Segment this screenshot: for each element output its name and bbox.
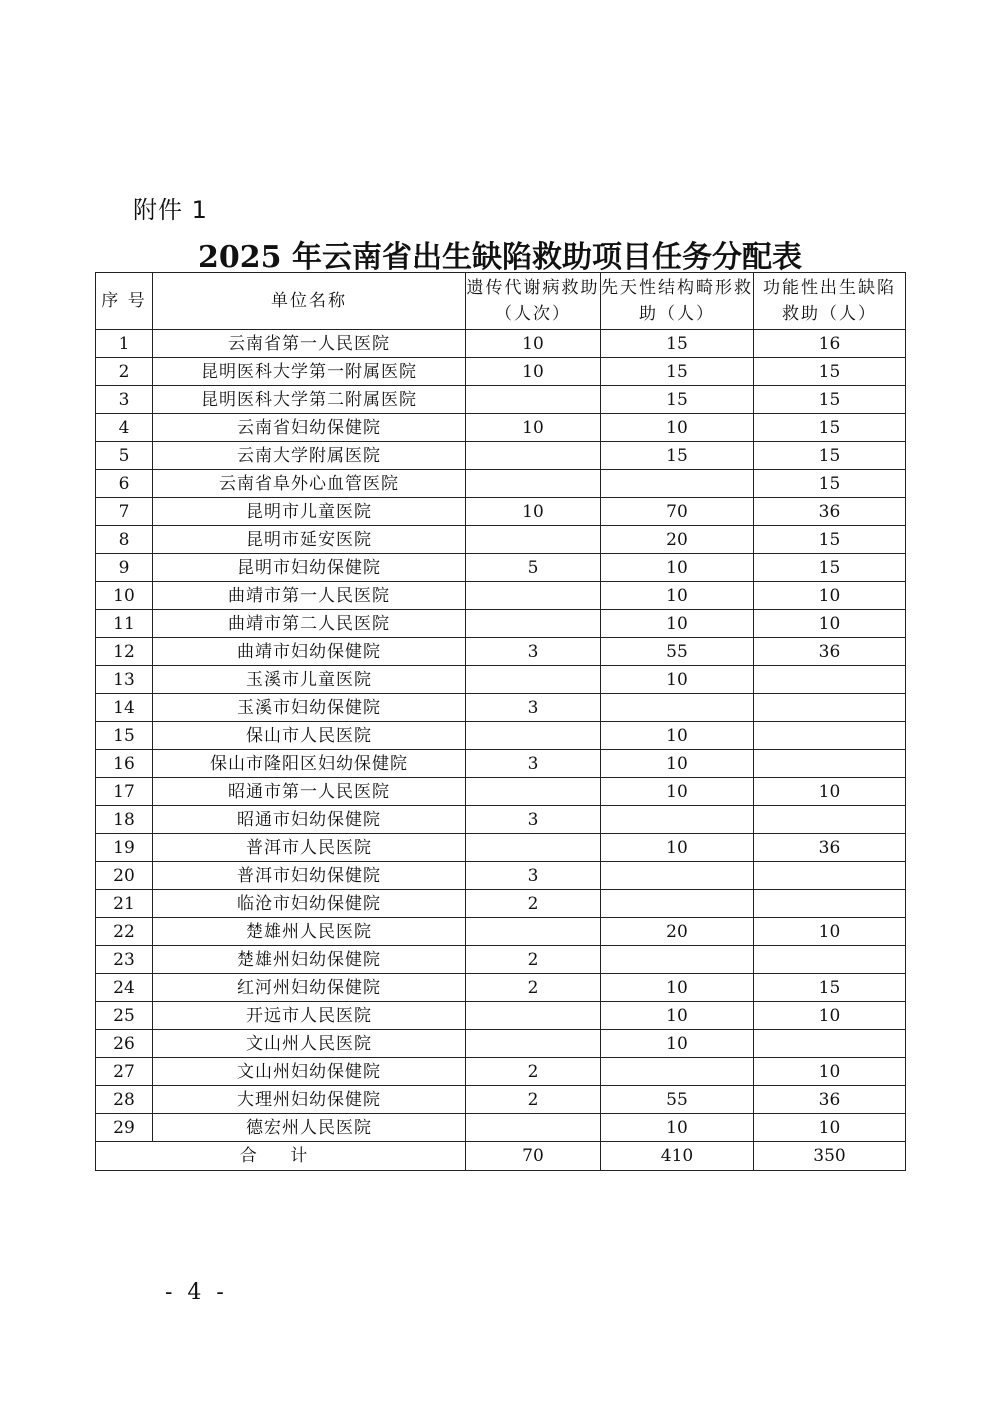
cell-unit: 云南省阜外心血管医院 (153, 470, 466, 498)
header-congenital: 先天性结构畸形救助（人） (601, 273, 754, 330)
cell-functional: 15 (754, 442, 906, 470)
cell-congenital (601, 862, 754, 890)
table-row (96, 946, 906, 974)
cell-seq: 26 (96, 1030, 153, 1058)
cell-functional: 15 (754, 974, 906, 1002)
cell-functional (754, 694, 906, 722)
table-body (96, 330, 906, 1142)
total-congenital: 410 (601, 1142, 754, 1171)
cell-congenital: 10 (601, 974, 754, 1002)
cell-metabolic: 2 (466, 974, 601, 1002)
cell-functional: 10 (754, 918, 906, 946)
cell-functional: 15 (754, 470, 906, 498)
cell-seq: 10 (96, 582, 153, 610)
cell-metabolic: 10 (466, 330, 601, 358)
cell-functional: 36 (754, 834, 906, 862)
attachment-label: 附件 1 (133, 196, 208, 224)
cell-seq: 7 (96, 498, 153, 526)
cell-functional: 36 (754, 1086, 906, 1114)
cell-functional: 10 (754, 1114, 906, 1142)
cell-metabolic: 3 (466, 694, 601, 722)
cell-seq: 27 (96, 1058, 153, 1086)
table-row (96, 834, 906, 862)
cell-metabolic (466, 582, 601, 610)
cell-unit: 临沧市妇幼保健院 (153, 890, 466, 918)
cell-metabolic (466, 834, 601, 862)
cell-unit: 大理州妇幼保健院 (153, 1086, 466, 1114)
total-metabolic: 70 (466, 1142, 601, 1171)
cell-congenital: 10 (601, 610, 754, 638)
cell-functional (754, 946, 906, 974)
table-row (96, 1002, 906, 1030)
cell-functional: 16 (754, 330, 906, 358)
table-row (96, 862, 906, 890)
cell-unit: 昆明市延安医院 (153, 526, 466, 554)
cell-metabolic: 10 (466, 358, 601, 386)
cell-unit: 文山州人民医院 (153, 1030, 466, 1058)
table-row (96, 582, 906, 610)
table-row (96, 890, 906, 918)
table-row (96, 750, 906, 778)
cell-seq: 24 (96, 974, 153, 1002)
cell-congenital: 10 (601, 1030, 754, 1058)
cell-unit: 曲靖市第一人民医院 (153, 582, 466, 610)
cell-congenital (601, 806, 754, 834)
table-row (96, 638, 906, 666)
table-total (96, 1142, 906, 1171)
cell-metabolic (466, 442, 601, 470)
cell-unit: 云南省第一人民医院 (153, 330, 466, 358)
cell-functional: 10 (754, 1058, 906, 1086)
cell-congenital (601, 694, 754, 722)
cell-metabolic: 3 (466, 806, 601, 834)
cell-unit: 楚雄州妇幼保健院 (153, 946, 466, 974)
cell-metabolic (466, 1002, 601, 1030)
table-row (96, 386, 906, 414)
cell-metabolic: 3 (466, 750, 601, 778)
cell-metabolic: 10 (466, 414, 601, 442)
total-functional: 350 (754, 1142, 906, 1171)
total-row (96, 1142, 906, 1171)
table-row (96, 526, 906, 554)
cell-seq: 18 (96, 806, 153, 834)
table-row (96, 1086, 906, 1114)
cell-seq: 9 (96, 554, 153, 582)
cell-metabolic (466, 778, 601, 806)
cell-metabolic (466, 1114, 601, 1142)
cell-seq: 29 (96, 1114, 153, 1142)
cell-unit: 红河州妇幼保健院 (153, 974, 466, 1002)
cell-congenital (601, 470, 754, 498)
cell-congenital: 70 (601, 498, 754, 526)
cell-unit: 开远市人民医院 (153, 1002, 466, 1030)
cell-seq: 1 (96, 330, 153, 358)
table-row (96, 806, 906, 834)
table-row (96, 414, 906, 442)
table-row (96, 778, 906, 806)
cell-seq: 16 (96, 750, 153, 778)
cell-functional: 10 (754, 610, 906, 638)
cell-congenital: 10 (601, 414, 754, 442)
cell-unit: 曲靖市第二人民医院 (153, 610, 466, 638)
table-header (96, 273, 906, 330)
cell-congenital: 15 (601, 386, 754, 414)
cell-unit: 昆明医科大学第一附属医院 (153, 358, 466, 386)
cell-congenital: 10 (601, 1002, 754, 1030)
cell-congenital: 55 (601, 1086, 754, 1114)
cell-metabolic (466, 526, 601, 554)
cell-seq: 5 (96, 442, 153, 470)
cell-metabolic: 3 (466, 862, 601, 890)
table-row (96, 1114, 906, 1142)
cell-metabolic (466, 666, 601, 694)
page-number: - 4 - (165, 1280, 228, 1305)
cell-metabolic (466, 386, 601, 414)
cell-congenital: 10 (601, 554, 754, 582)
cell-seq: 2 (96, 358, 153, 386)
cell-seq: 13 (96, 666, 153, 694)
cell-metabolic: 2 (466, 1058, 601, 1086)
header-seq: 序 号 (96, 273, 153, 330)
cell-congenital: 10 (601, 834, 754, 862)
cell-seq: 12 (96, 638, 153, 666)
cell-seq: 23 (96, 946, 153, 974)
cell-functional (754, 890, 906, 918)
cell-functional: 15 (754, 358, 906, 386)
table-row (96, 610, 906, 638)
cell-congenital: 10 (601, 722, 754, 750)
cell-metabolic: 5 (466, 554, 601, 582)
cell-metabolic: 2 (466, 1086, 601, 1114)
cell-unit: 昭通市第一人民医院 (153, 778, 466, 806)
cell-unit: 普洱市人民医院 (153, 834, 466, 862)
cell-congenital: 10 (601, 778, 754, 806)
cell-unit: 普洱市妇幼保健院 (153, 862, 466, 890)
cell-unit: 保山市隆阳区妇幼保健院 (153, 750, 466, 778)
cell-metabolic: 2 (466, 890, 601, 918)
cell-seq: 17 (96, 778, 153, 806)
cell-metabolic: 3 (466, 638, 601, 666)
cell-unit: 昭通市妇幼保健院 (153, 806, 466, 834)
cell-functional: 15 (754, 526, 906, 554)
cell-metabolic (466, 722, 601, 750)
cell-seq: 8 (96, 526, 153, 554)
cell-seq: 20 (96, 862, 153, 890)
cell-congenital (601, 890, 754, 918)
cell-congenital: 15 (601, 442, 754, 470)
cell-unit: 玉溪市儿童医院 (153, 666, 466, 694)
cell-congenital: 20 (601, 526, 754, 554)
cell-seq: 4 (96, 414, 153, 442)
table-row (96, 974, 906, 1002)
cell-seq: 15 (96, 722, 153, 750)
cell-functional: 15 (754, 386, 906, 414)
cell-unit: 保山市人民医院 (153, 722, 466, 750)
table-row (96, 1058, 906, 1086)
cell-unit: 云南大学附属医院 (153, 442, 466, 470)
cell-congenital: 10 (601, 582, 754, 610)
cell-metabolic (466, 918, 601, 946)
cell-congenital: 55 (601, 638, 754, 666)
cell-functional (754, 1030, 906, 1058)
allocation-table (95, 272, 906, 1171)
cell-unit: 昆明市妇幼保健院 (153, 554, 466, 582)
table-row (96, 694, 906, 722)
cell-metabolic: 2 (466, 946, 601, 974)
table-row (96, 554, 906, 582)
header-metabolic: 遗传代谢病救助（人次） (466, 273, 601, 330)
cell-seq: 14 (96, 694, 153, 722)
cell-functional: 10 (754, 582, 906, 610)
total-label: 合 计 (96, 1142, 466, 1171)
cell-seq: 6 (96, 470, 153, 498)
cell-functional (754, 722, 906, 750)
cell-unit: 云南省妇幼保健院 (153, 414, 466, 442)
header-functional: 功能性出生缺陷救助（人） (754, 273, 906, 330)
cell-seq: 21 (96, 890, 153, 918)
cell-functional (754, 666, 906, 694)
cell-seq: 11 (96, 610, 153, 638)
cell-functional (754, 750, 906, 778)
header-unit: 单位名称 (153, 273, 466, 330)
table-row (96, 330, 906, 358)
table-row (96, 498, 906, 526)
cell-metabolic (466, 610, 601, 638)
table-row (96, 442, 906, 470)
cell-functional (754, 862, 906, 890)
table-row (96, 470, 906, 498)
cell-congenital: 15 (601, 330, 754, 358)
cell-unit: 昆明市儿童医院 (153, 498, 466, 526)
table-row (96, 918, 906, 946)
table-row (96, 358, 906, 386)
cell-congenital (601, 1058, 754, 1086)
cell-unit: 玉溪市妇幼保健院 (153, 694, 466, 722)
table-row (96, 722, 906, 750)
cell-functional: 15 (754, 554, 906, 582)
cell-functional: 10 (754, 1002, 906, 1030)
cell-metabolic (466, 1030, 601, 1058)
cell-seq: 25 (96, 1002, 153, 1030)
cell-seq: 3 (96, 386, 153, 414)
cell-seq: 28 (96, 1086, 153, 1114)
document-title: 2025 年云南省出生缺陷救助项目任务分配表 (198, 240, 802, 275)
cell-seq: 22 (96, 918, 153, 946)
cell-functional (754, 806, 906, 834)
cell-functional: 10 (754, 778, 906, 806)
cell-congenital: 20 (601, 918, 754, 946)
cell-functional: 36 (754, 638, 906, 666)
cell-congenital: 10 (601, 1114, 754, 1142)
cell-metabolic (466, 470, 601, 498)
cell-unit: 文山州妇幼保健院 (153, 1058, 466, 1086)
table-row (96, 666, 906, 694)
cell-congenital: 10 (601, 666, 754, 694)
cell-unit: 楚雄州人民医院 (153, 918, 466, 946)
cell-congenital: 10 (601, 750, 754, 778)
cell-unit: 曲靖市妇幼保健院 (153, 638, 466, 666)
cell-seq: 19 (96, 834, 153, 862)
cell-metabolic: 10 (466, 498, 601, 526)
cell-unit: 德宏州人民医院 (153, 1114, 466, 1142)
cell-unit: 昆明医科大学第二附属医院 (153, 386, 466, 414)
table-row (96, 1030, 906, 1058)
cell-functional: 15 (754, 414, 906, 442)
cell-congenital: 15 (601, 358, 754, 386)
cell-functional: 36 (754, 498, 906, 526)
cell-congenital (601, 946, 754, 974)
